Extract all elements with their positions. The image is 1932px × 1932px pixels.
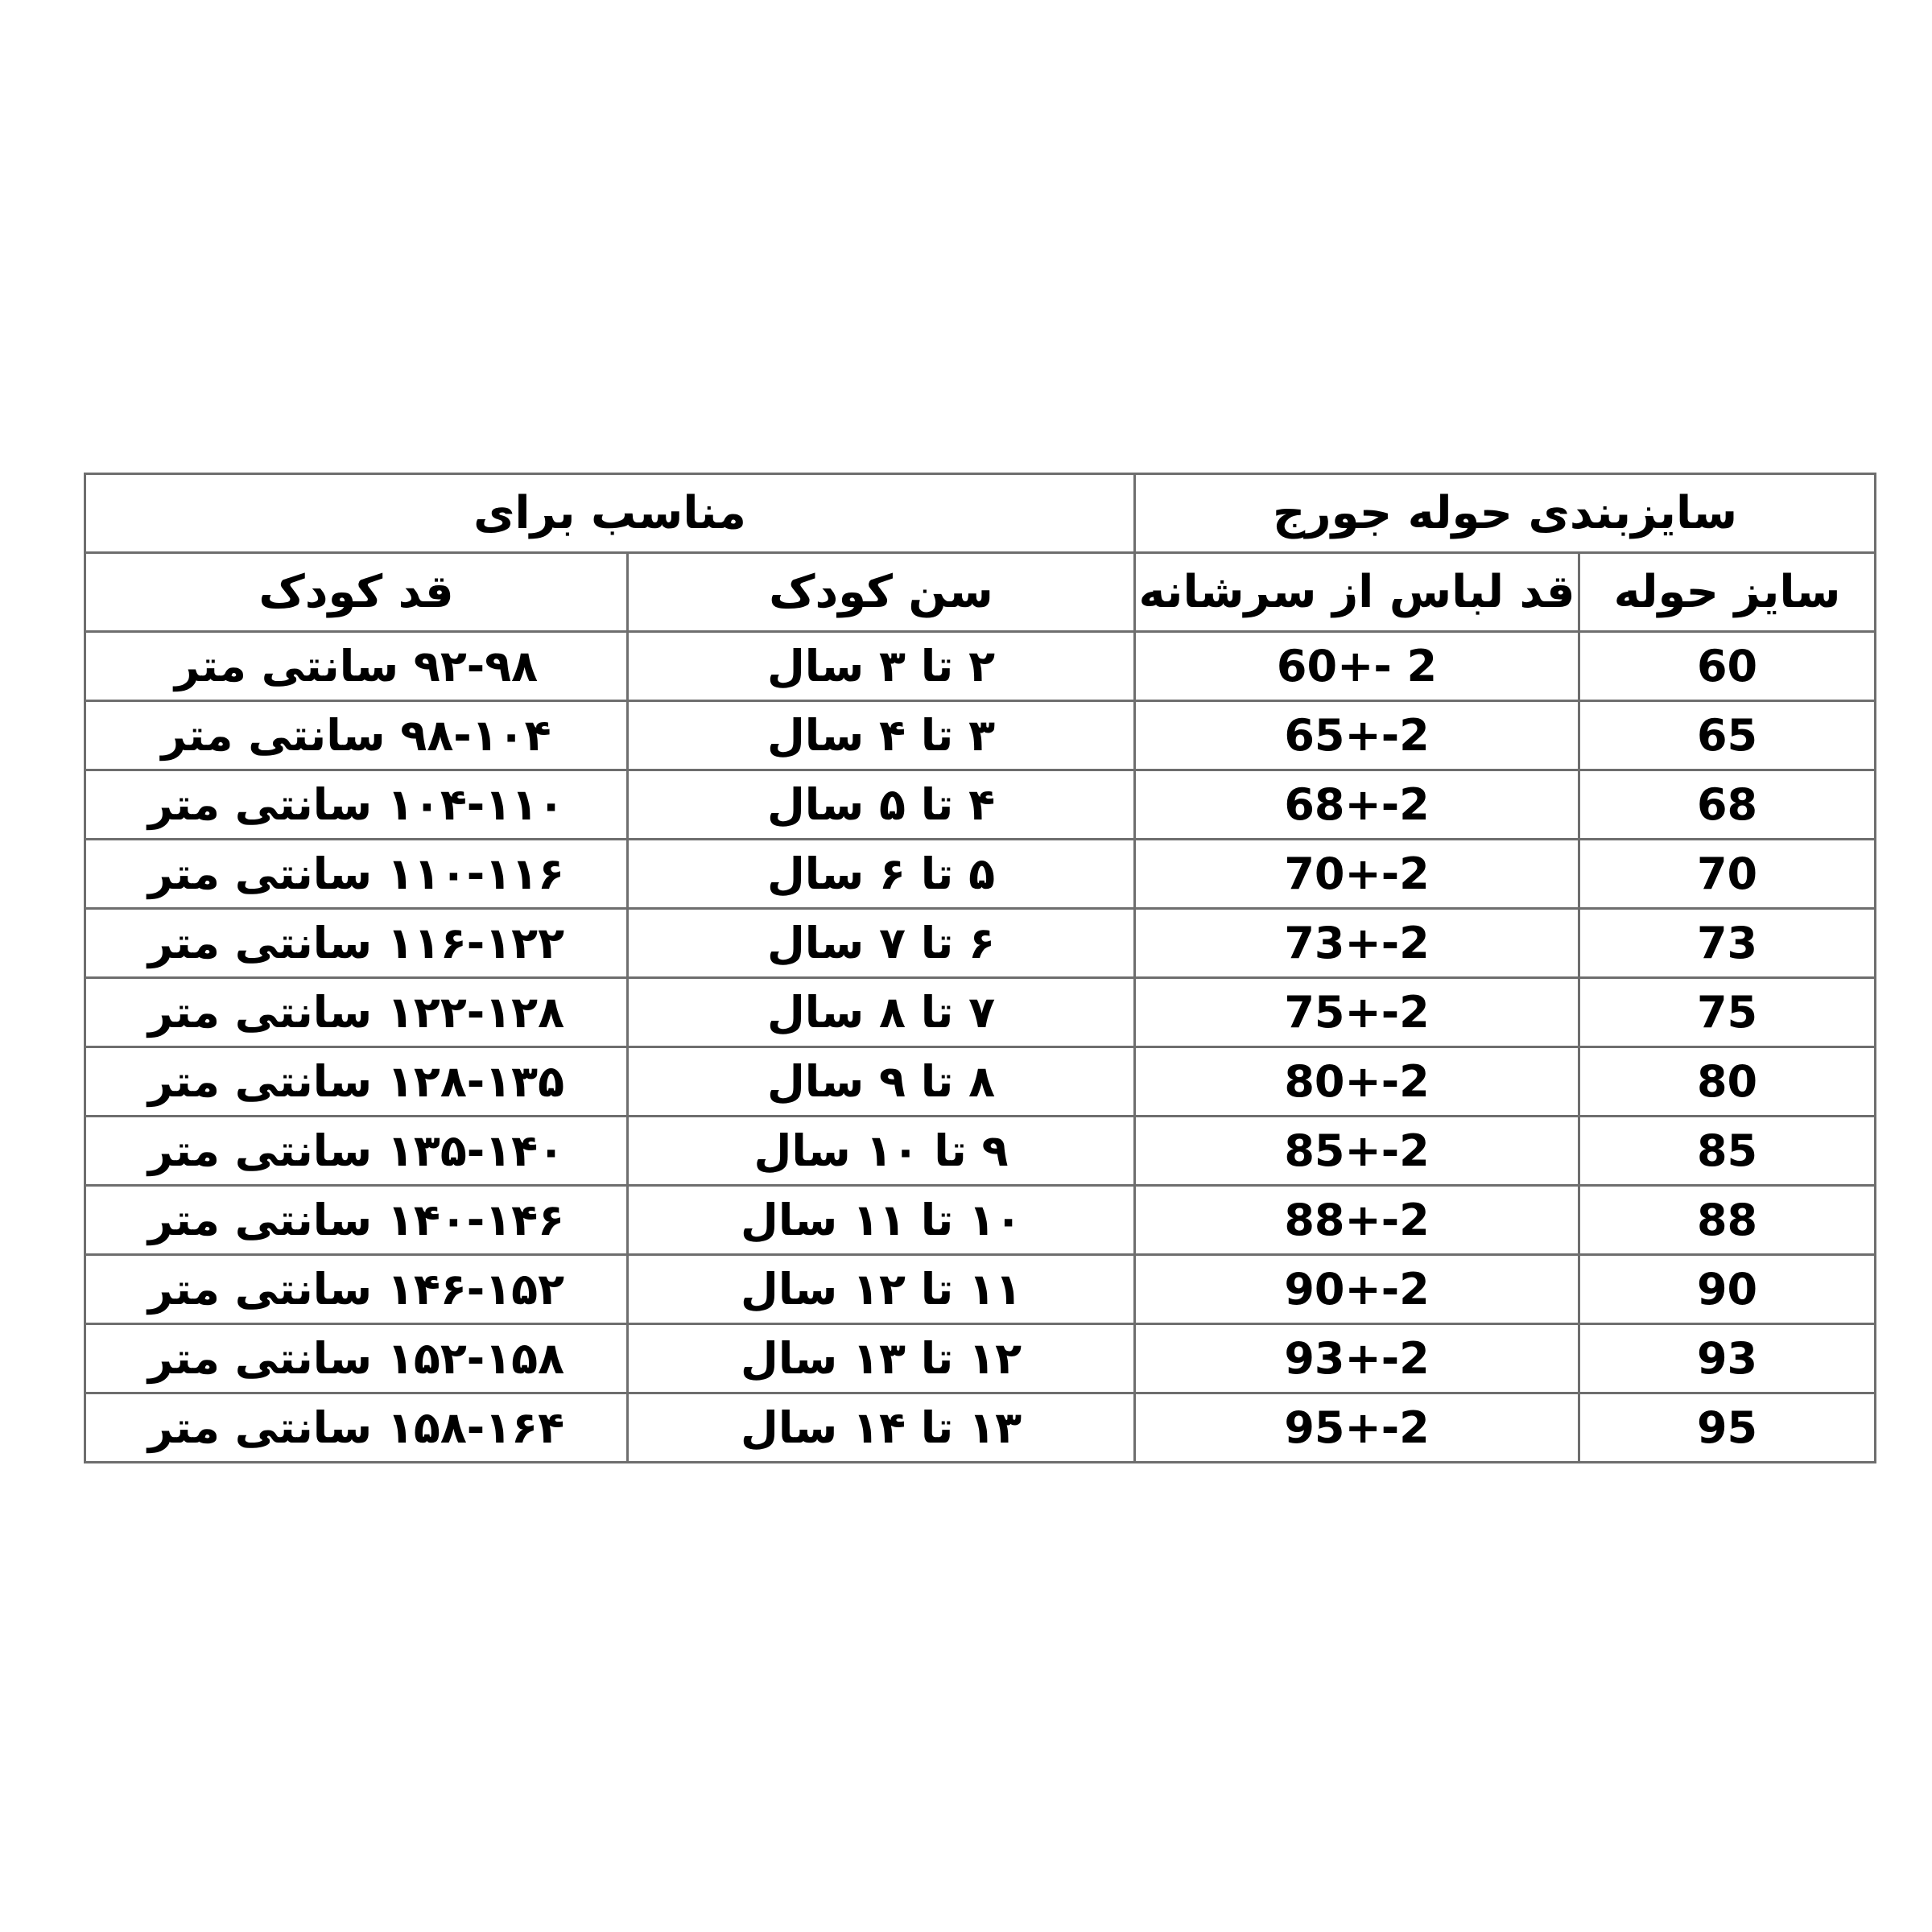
child-age-cell: ۱۰ تا ۱۱ سال (628, 1186, 1135, 1255)
column-header-child-age: سن کودک (628, 553, 1135, 632)
towel-size-cell (1579, 1324, 1876, 1393)
group-header-towel-sizing: سایزبندی حوله جورج (1135, 474, 1876, 553)
garment-length-cell (1135, 1324, 1579, 1393)
child-height-cell: ۱۵۲-۱۵۸ سانتی متر (85, 1324, 628, 1393)
garment-length-cell (1135, 978, 1579, 1047)
garment-length-value: 75+-2 (1284, 987, 1430, 1038)
child-age-cell: ۶ تا ۷ سال (628, 909, 1135, 978)
towel-size-cell (1579, 909, 1876, 978)
towel-size-value: 95 (1696, 1402, 1758, 1453)
towel-size-cell (1579, 1393, 1876, 1463)
child-height-cell: ۱۰۴-۱۱۰ سانتی متر (85, 770, 628, 840)
child-age-cell: ۷ تا ۸ سال (628, 978, 1135, 1047)
towel-size-value: 60 (1696, 641, 1758, 691)
table-row (85, 909, 1876, 978)
column-header-row (85, 553, 1876, 632)
garment-length-cell (1135, 701, 1579, 770)
towel-size-cell (1579, 770, 1876, 840)
table-row (85, 632, 1876, 701)
garment-length-value: 60+- 2 (1276, 641, 1438, 691)
towel-size-cell (1579, 701, 1876, 770)
table-row (85, 1117, 1876, 1186)
child-height-cell: ۱۱۶-۱۲۲ سانتی متر (85, 909, 628, 978)
garment-length-cell (1135, 1186, 1579, 1255)
garment-length-cell (1135, 1117, 1579, 1186)
towel-size-cell (1579, 978, 1876, 1047)
towel-size-value: 75 (1696, 987, 1758, 1038)
garment-length-value: 93+-2 (1284, 1333, 1430, 1384)
child-age-cell: ۴ تا ۵ سال (628, 770, 1135, 840)
garment-length-value: 68+-2 (1284, 779, 1430, 830)
column-header-garment-length: قد لباس از سرشانه (1135, 553, 1579, 632)
garment-length-value: 85+-2 (1284, 1125, 1430, 1176)
garment-length-cell (1135, 1255, 1579, 1324)
table-row (85, 1255, 1876, 1324)
towel-size-value: 80 (1696, 1056, 1758, 1107)
towel-size-table (84, 473, 1876, 1463)
towel-size-cell (1579, 1047, 1876, 1117)
child-height-cell: ۱۲۸-۱۳۵ سانتی متر (85, 1047, 628, 1117)
garment-length-cell (1135, 1393, 1579, 1463)
garment-length-cell (1135, 840, 1579, 909)
group-header-row (85, 474, 1876, 553)
garment-length-value: 90+-2 (1284, 1264, 1430, 1315)
table-row (85, 701, 1876, 770)
child-height-cell: ۱۲۲-۱۲۸ سانتی متر (85, 978, 628, 1047)
towel-size-cell (1579, 632, 1876, 701)
towel-size-value: 65 (1696, 710, 1758, 761)
garment-length-cell (1135, 909, 1579, 978)
child-age-cell: ۳ تا ۴ سال (628, 701, 1135, 770)
garment-length-value: 88+-2 (1284, 1195, 1430, 1245)
child-height-cell: ۱۴۰-۱۴۶ سانتی متر (85, 1186, 628, 1255)
column-header-towel-size: سایز حوله (1579, 553, 1876, 632)
towel-size-cell (1579, 1255, 1876, 1324)
table-row (85, 840, 1876, 909)
table-row (85, 1393, 1876, 1463)
child-height-cell: ۱۴۶-۱۵۲ سانتی متر (85, 1255, 628, 1324)
child-height-cell: ۱۳۵-۱۴۰ سانتی متر (85, 1117, 628, 1186)
towel-size-value: 85 (1696, 1125, 1758, 1176)
towel-size-cell (1579, 1117, 1876, 1186)
child-height-cell: ۱۵۸-۱۶۴ سانتی متر (85, 1393, 628, 1463)
towel-size-value: 68 (1696, 779, 1758, 830)
group-header-suitable-for: مناسب برای (85, 474, 1135, 553)
garment-length-value: 73+-2 (1284, 918, 1430, 968)
child-age-cell: ۸ تا ۹ سال (628, 1047, 1135, 1117)
garment-length-value: 80+-2 (1284, 1056, 1430, 1107)
child-age-cell: ۱۲ تا ۱۳ سال (628, 1324, 1135, 1393)
table-row (85, 1186, 1876, 1255)
garment-length-value: 70+-2 (1284, 848, 1430, 899)
child-age-cell: ۱۱ تا ۱۲ سال (628, 1255, 1135, 1324)
child-height-cell: ۹۲-۹۸ سانتی متر (85, 632, 628, 701)
table-row (85, 770, 1876, 840)
child-age-cell: ۹ تا ۱۰ سال (628, 1117, 1135, 1186)
towel-size-value: 90 (1696, 1264, 1758, 1315)
towel-size-value: 93 (1696, 1333, 1758, 1384)
garment-length-value: 95+-2 (1284, 1402, 1430, 1453)
garment-length-cell (1135, 770, 1579, 840)
child-age-cell: ۲ تا ۳ سال (628, 632, 1135, 701)
garment-length-cell (1135, 1047, 1579, 1117)
garment-length-cell (1135, 632, 1579, 701)
towel-size-cell (1579, 1186, 1876, 1255)
towel-size-value: 88 (1696, 1195, 1758, 1245)
child-height-cell: ۱۱۰-۱۱۶ سانتی متر (85, 840, 628, 909)
child-age-cell: ۱۳ تا ۱۴ سال (628, 1393, 1135, 1463)
towel-size-value: 73 (1696, 918, 1758, 968)
garment-length-value: 65+-2 (1284, 710, 1430, 761)
towel-size-value: 70 (1696, 848, 1758, 899)
child-age-cell: ۵ تا ۶ سال (628, 840, 1135, 909)
table-row (85, 1324, 1876, 1393)
child-height-cell: ۹۸-۱۰۴ سانتی متر (85, 701, 628, 770)
table-row (85, 1047, 1876, 1117)
table-row (85, 978, 1876, 1047)
towel-size-cell (1579, 840, 1876, 909)
column-header-child-height: قد کودک (85, 553, 628, 632)
